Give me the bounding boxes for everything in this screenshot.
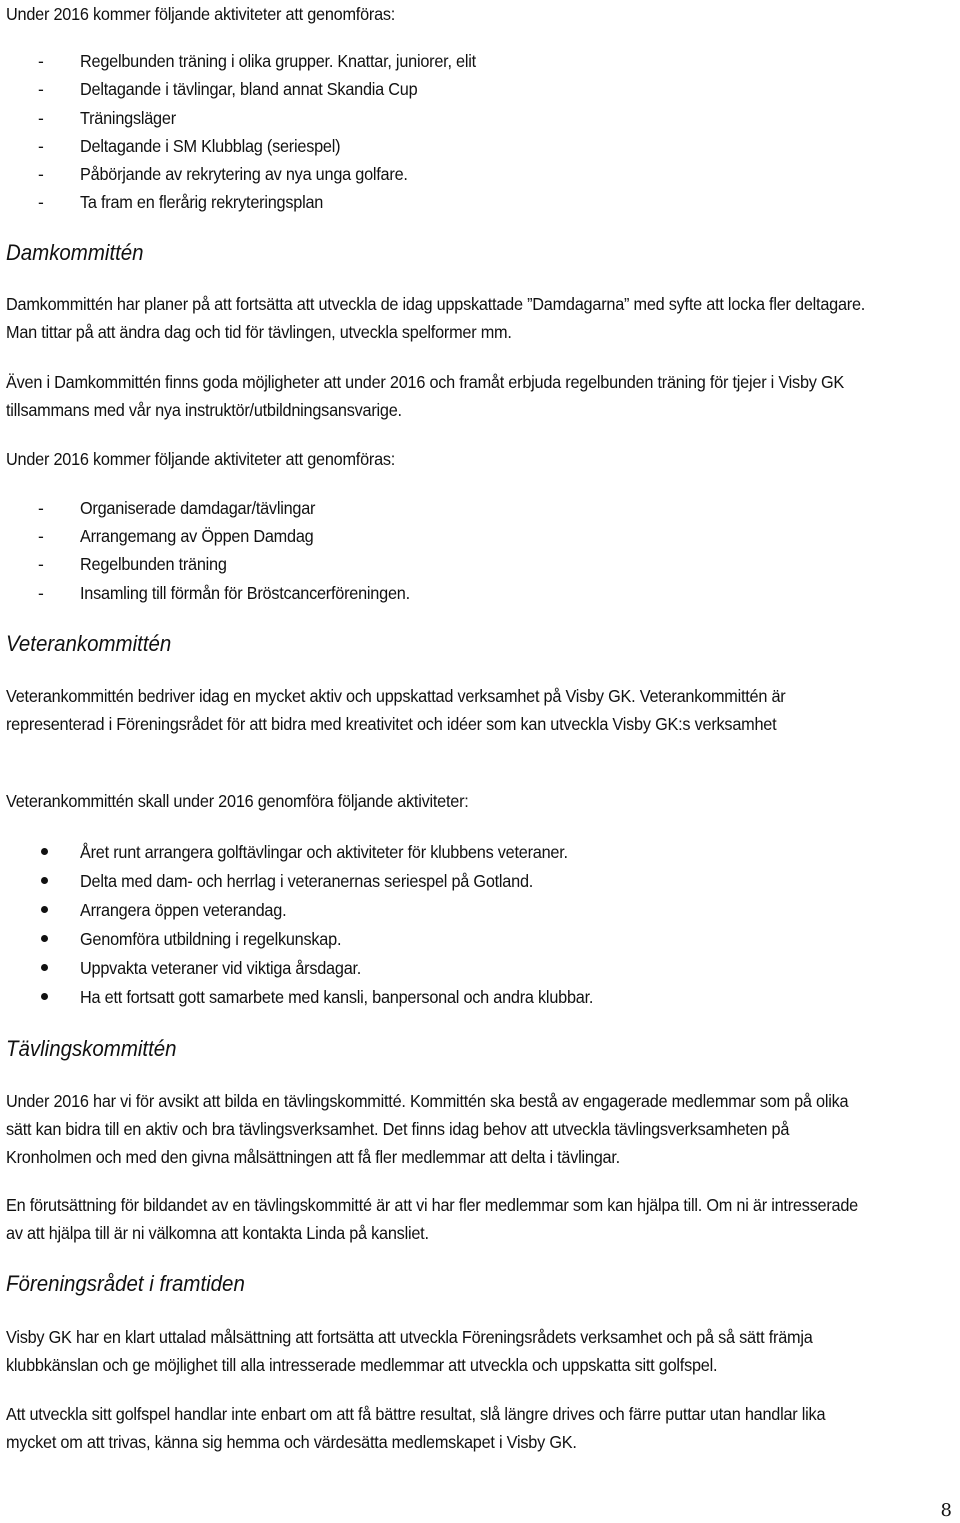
list-item: Deltagande i SM Klubblag (seriespel) <box>80 136 341 156</box>
paragraph-line: Att utveckla sitt golfspel handlar inte enbart om att få bättre resultat, slå längre drives och färre puttar utan handlar lika <box>6 1404 826 1424</box>
list-item: Regelbunden träning i olika grupper. Knattar, juniorer, elit <box>80 51 476 71</box>
intro-lead: Under 2016 kommer följande aktiviteter att genomföras: <box>6 4 396 24</box>
paragraph-line: En förutsättning för bildandet av en tävlingskommitté är att vi har fler medlemmar som kan hjälpa till. Om ni är intresserade <box>6 1195 858 1215</box>
veteran-lead: Veterankommittén skall under 2016 genomföra följande aktiviteter: <box>6 791 469 811</box>
list-item: Arrangera öppen veterandag. <box>80 900 287 920</box>
heading-foreningsradet: Föreningsrådet i framtiden <box>6 1271 245 1296</box>
bullet-dot <box>41 993 48 1000</box>
list-item: Organiserade damdagar/tävlingar <box>80 498 316 518</box>
list-item: Delta med dam- och herrlag i veteranernas seriespel på Gotland. <box>80 871 534 891</box>
list-item: Uppvakta veteraner vid viktiga årsdagar. <box>80 958 362 978</box>
paragraph-line: klubbkänslan och ge möjlighet till alla intresserade medlemmar att utveckla och uppskatta sitt golfspel. <box>6 1355 718 1375</box>
bullet-dot <box>41 964 48 971</box>
list-item: Regelbunden träning <box>80 554 227 574</box>
heading-tavlingskommitten: Tävlingskommittén <box>6 1036 177 1061</box>
dash-bullet: - <box>38 108 44 128</box>
dam-lead: Under 2016 kommer följande aktiviteter att genomföras: <box>6 449 396 469</box>
paragraph-line: sätt kan bidra till en aktiv och bra tävlingsverksamhet. Det finns idag behov att utveckla tävlingsverksamheten på <box>6 1119 790 1139</box>
bullet-dot <box>41 906 48 913</box>
dash-bullet: - <box>38 164 44 184</box>
dash-bullet: - <box>38 554 44 574</box>
dash-bullet: - <box>38 526 44 546</box>
list-item: Ha ett fortsatt gott samarbete med kansli, banpersonal och andra klubbar. <box>80 987 594 1007</box>
list-item: Arrangemang av Öppen Damdag <box>80 526 314 546</box>
dash-bullet: - <box>38 583 44 603</box>
list-item: Ta fram en flerårig rekryteringsplan <box>80 192 324 212</box>
dash-bullet: - <box>38 136 44 156</box>
heading-veterankommitten: Veterankommittén <box>6 631 172 656</box>
bullet-dot <box>41 877 48 884</box>
list-item: Året runt arrangera golftävlingar och aktiviteter för klubbens veteraner. <box>80 842 568 862</box>
dash-bullet: - <box>38 498 44 518</box>
paragraph-line: Man tittar på att ändra dag och tid för tävlingen, utveckla spelformer mm. <box>6 322 512 342</box>
paragraph-line: Under 2016 har vi för avsikt att bilda en tävlingskommitté. Kommittén ska bestå av engagerade medlemmar som på olika <box>6 1091 849 1111</box>
paragraph-line: representerad i Föreningsrådet för att bidra med kreativitet och idéer som kan utveckla Visby GK:s verksamhet <box>6 714 777 734</box>
dash-bullet: - <box>38 192 44 212</box>
bullet-dot <box>41 935 48 942</box>
paragraph-line: Veterankommittén bedriver idag en mycket aktiv och uppskattad verksamhet på Visby GK. Veterankommittén är <box>6 686 786 706</box>
paragraph-line: Damkommittén har planer på att fortsätta att utveckla de idag uppskattade ”Damdagarna” med syfte att locka fler deltagare. <box>6 294 866 314</box>
bullet-dot <box>41 848 48 855</box>
list-item: Genomföra utbildning i regelkunskap. <box>80 929 342 949</box>
list-item: Insamling till förmån för Bröstcancerföreningen. <box>80 583 410 603</box>
heading-damkommitten: Damkommittén <box>6 240 144 265</box>
dash-bullet: - <box>38 51 44 71</box>
paragraph-line: Även i Damkommittén finns goda möjligheter att under 2016 och framåt erbjuda regelbunden träning för tjejer i Visby GK <box>6 372 845 392</box>
paragraph-line: Visby GK har en klart uttalad målsättning att fortsätta att utveckla Föreningsrådets verksamhet och på så sätt främja <box>6 1327 813 1347</box>
paragraph-line: av att hjälpa till är ni välkomna att kontakta Linda på kansliet. <box>6 1223 429 1243</box>
list-item: Påbörjande av rekrytering av nya unga golfare. <box>80 164 408 184</box>
dash-bullet: - <box>38 79 44 99</box>
list-item: Deltagande i tävlingar, bland annat Skandia Cup <box>80 79 418 99</box>
page-number: 8 <box>940 1500 952 1521</box>
paragraph-line: Kronholmen och med den givna målsättningen att få fler medlemmar att delta i tävlingar. <box>6 1147 620 1167</box>
paragraph-line: mycket om att trivas, känna sig hemma och värdesätta medlemskapet i Visby GK. <box>6 1432 577 1452</box>
paragraph-line: tillsammans med vår nya instruktör/utbildningsansvarige. <box>6 400 402 420</box>
list-item: Träningsläger <box>80 108 176 128</box>
